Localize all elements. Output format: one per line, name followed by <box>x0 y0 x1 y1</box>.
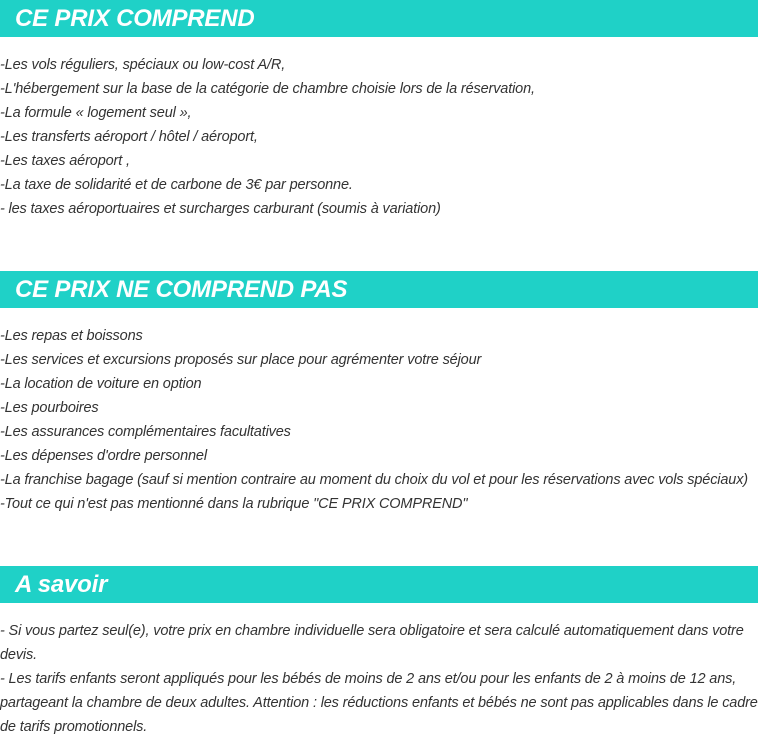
list-item: -La taxe de solidarité et de carbone de 3€ par personne. <box>0 177 353 193</box>
list-item: -La location de voiture en option <box>0 376 202 392</box>
list-item: -La franchise bagage (sauf si mention contraire au moment du choix du vol et pour les réservations avec vols spéciaux) <box>0 472 748 488</box>
info-paragraph-children: - Les tarifs enfants seront appliqués pour les bébés de moins de 2 ans et/ou pour les enfants de 2 à moins de 12 ans, partageant la chambre de deux adultes. Attention : les réductions enfants et bébés ne sont pas applicables dans le cadre de tarifs promotionnels. <box>0 671 758 735</box>
info-paragraph-solo: - Si vous partez seul(e), votre prix en chambre individuelle sera obligatoire et sera calculé automatiquement dans votre devis. <box>0 623 744 663</box>
list-item: -Les transferts aéroport / hôtel / aéroport, <box>0 129 258 145</box>
section-header-not-included <box>0 271 758 308</box>
section-header-included <box>0 0 758 37</box>
list-item: -Les services et excursions proposés sur place pour agrémenter votre séjour <box>0 352 482 368</box>
list-item: - les taxes aéroportuaires et surcharges carburant (soumis à variation) <box>0 201 441 217</box>
list-item: -L'hébergement sur la base de la catégorie de chambre choisie lors de la réservation, <box>0 81 535 97</box>
list-item: -Les vols réguliers, spéciaux ou low-cost A/R, <box>0 57 286 73</box>
list-item: -Tout ce qui n'est pas mentionné dans la rubrique "CE PRIX COMPREND" <box>0 496 468 512</box>
list-item: -Les assurances complémentaires facultatives <box>0 424 291 440</box>
list-item: -Les repas et boissons <box>0 328 143 344</box>
section-title-included: CE PRIX COMPREND <box>15 4 255 32</box>
not-included-list <box>0 324 758 516</box>
list-item: -Les pourboires <box>0 400 99 416</box>
section-title-not-included: CE PRIX NE COMPREND PAS <box>15 275 348 303</box>
list-item: -La formule « logement seul », <box>0 105 192 121</box>
included-list <box>0 53 758 221</box>
section-title-a-savoir: A savoir <box>15 570 108 598</box>
list-item: -Les dépenses d'ordre personnel <box>0 448 207 464</box>
list-item: -Les taxes aéroport , <box>0 153 130 169</box>
section-header-a-savoir <box>0 566 758 603</box>
